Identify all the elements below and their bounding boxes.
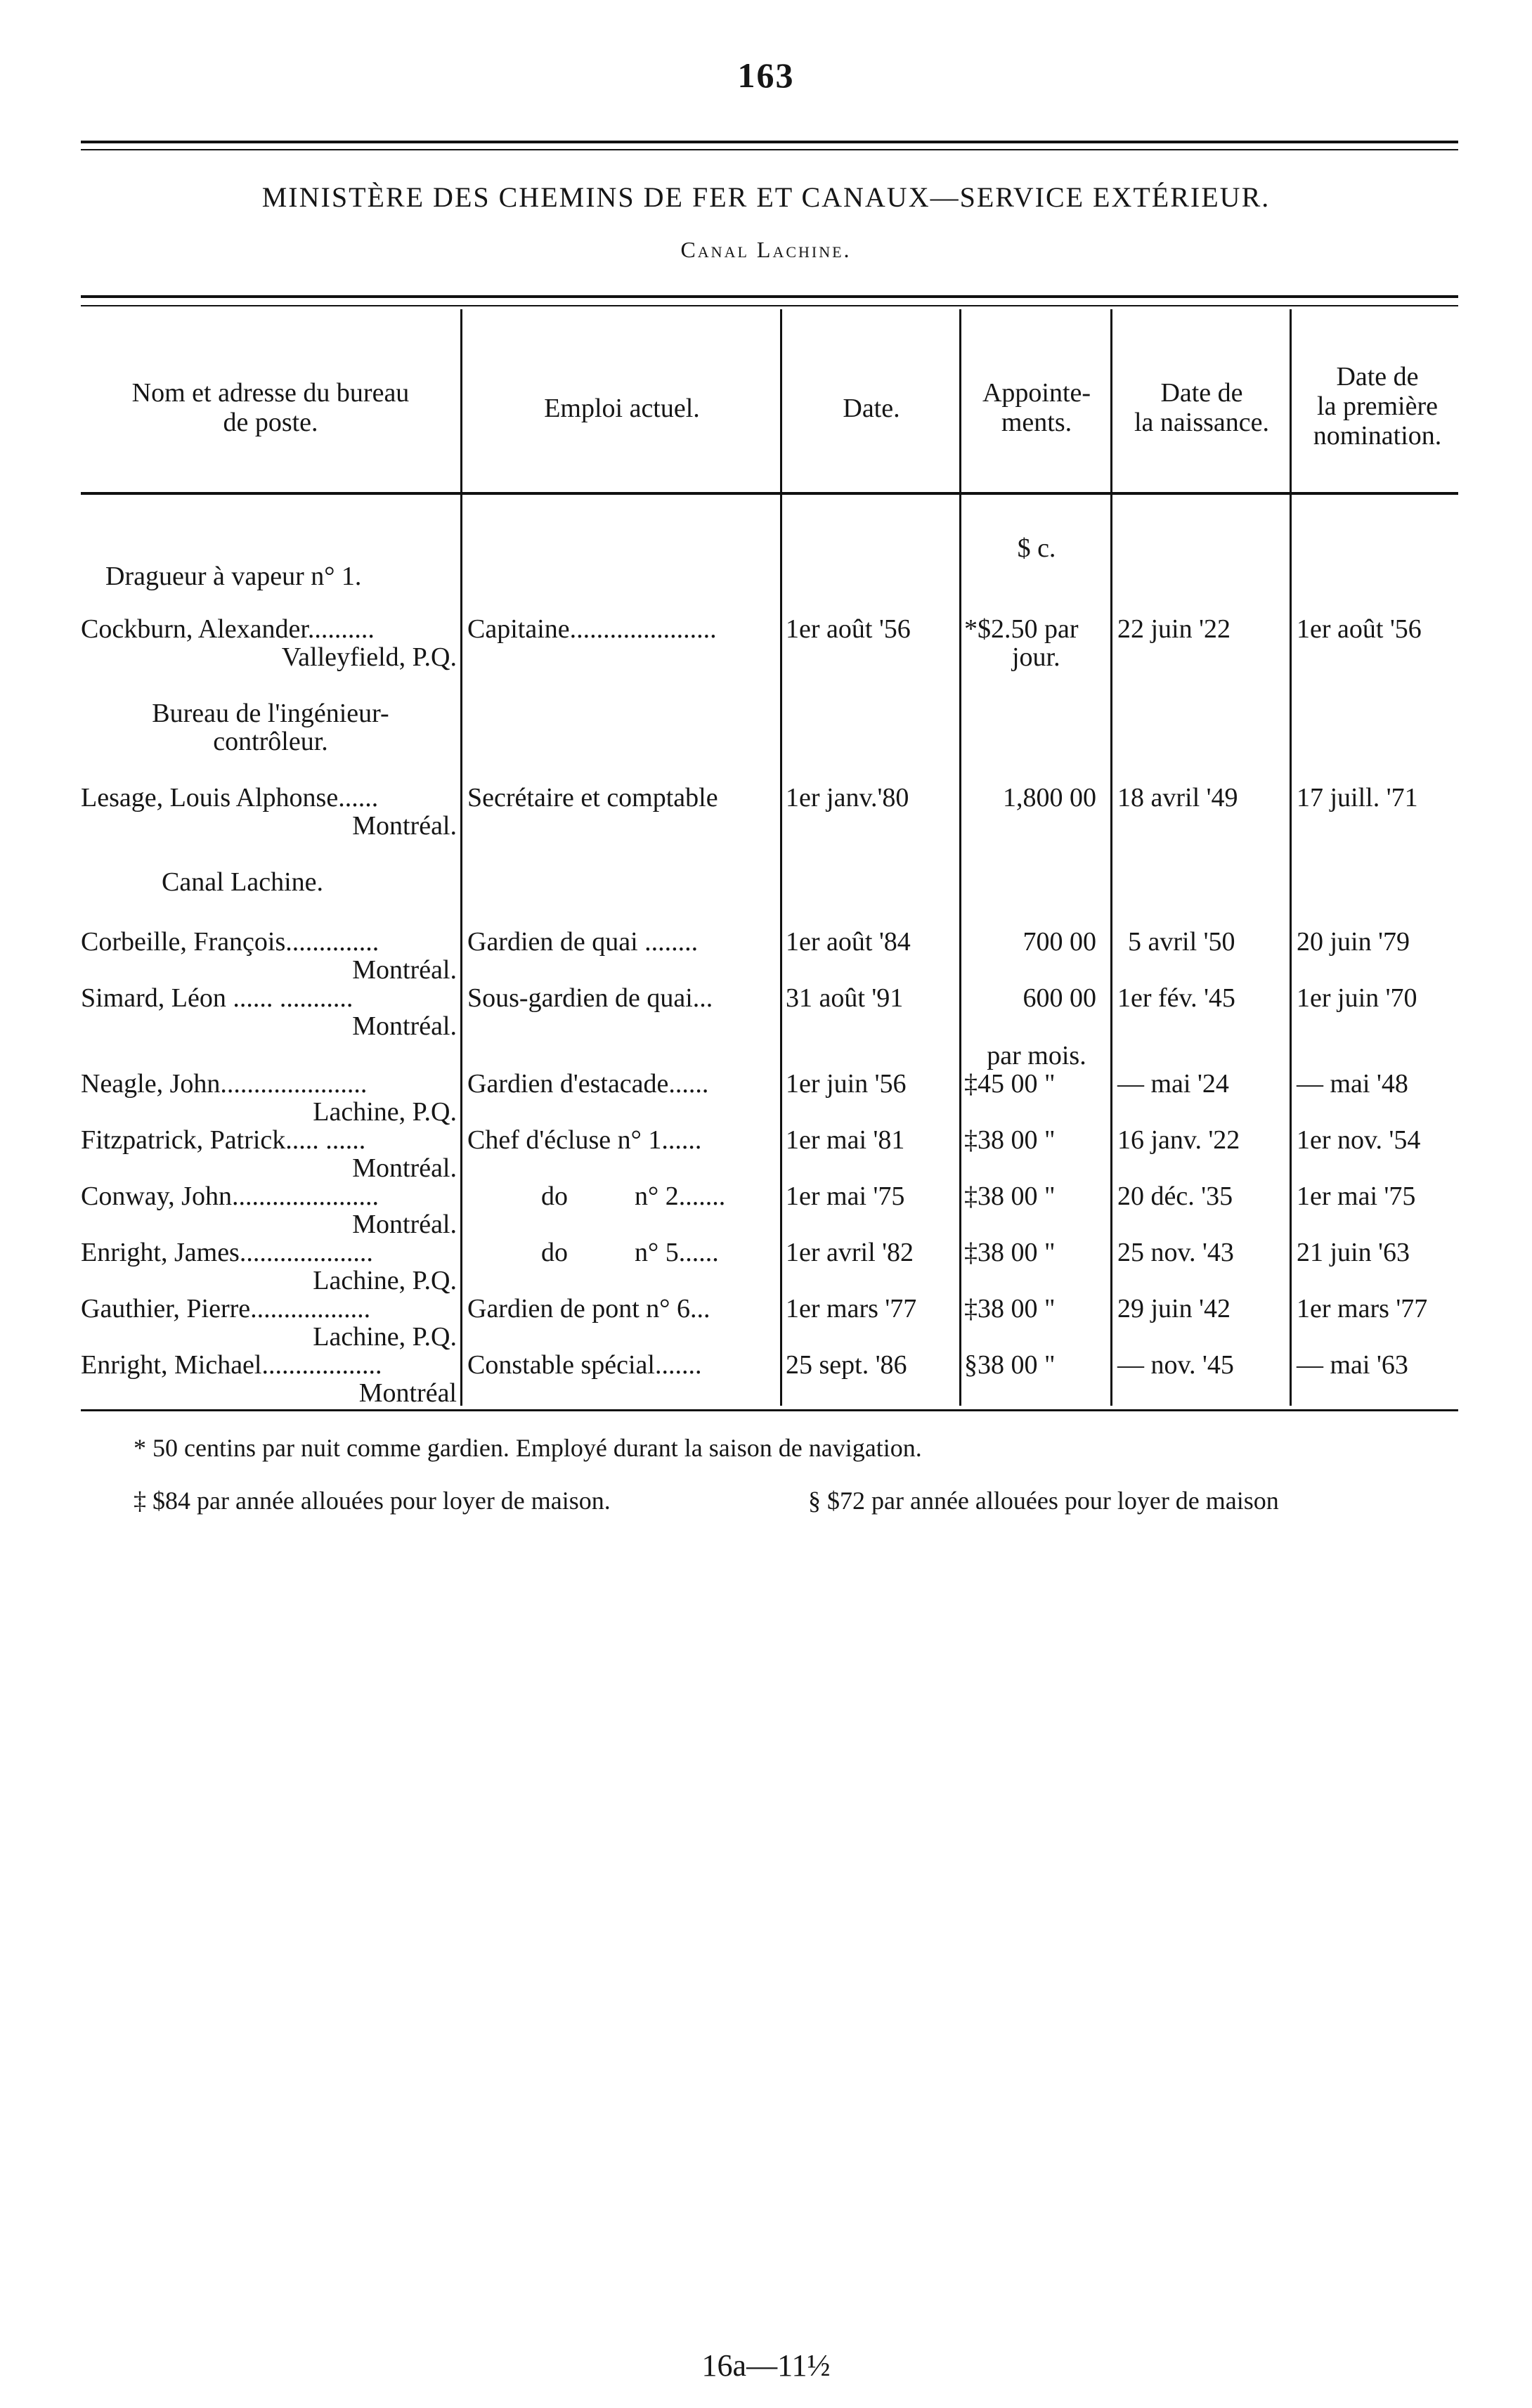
row-place: Montréal	[358, 1378, 457, 1408]
header-appoint-line: Appointe-	[982, 378, 1091, 408]
row-emploi: do n° 5......	[541, 1238, 719, 1267]
header-naissance-line: Date de	[1160, 378, 1243, 408]
row-nomination: 21 juin '63	[1297, 1238, 1410, 1267]
row-nomination: 1er nov. '54	[1297, 1125, 1421, 1155]
row-place: Valleyfield, P.Q.	[281, 642, 457, 672]
header-name-line: Nom et adresse du bureau	[131, 378, 410, 408]
col-divider	[460, 309, 462, 1406]
row-name: Gauthier, Pierre..................	[81, 1294, 371, 1323]
header-nomination-line: Date de	[1336, 362, 1419, 391]
col-divider	[959, 309, 961, 1406]
header-name	[81, 378, 460, 437]
row-date: 1er août '56	[786, 614, 911, 644]
row-name: Enright, James....................	[81, 1238, 373, 1267]
row-name: Simard, Léon ...... ...........	[81, 983, 353, 1013]
par-mois-label: par mois.	[987, 1041, 1086, 1070]
row-appoint: ‡38 00 "	[964, 1294, 1056, 1323]
row-naissance: 29 juin '42	[1117, 1294, 1231, 1323]
col-divider	[1290, 309, 1292, 1406]
footnote-dagger: ‡ $84 par année allouées pour loyer de maison.	[134, 1487, 611, 1515]
header-nomination-line: nomination.	[1313, 421, 1442, 451]
row-nomination: 20 juin '79	[1297, 927, 1410, 957]
section-bureau	[81, 699, 460, 756]
row-date: 31 août '91	[786, 983, 904, 1013]
row-emploi: do n° 2.......	[541, 1182, 726, 1211]
row-nomination: — mai '48	[1297, 1069, 1408, 1099]
top-rule	[81, 141, 1458, 143]
row-date: 25 sept. '86	[786, 1350, 907, 1380]
row-naissance: — mai '24	[1117, 1069, 1229, 1099]
row-emploi: Secrétaire et comptable	[467, 783, 718, 813]
section-canal: Canal Lachine.	[162, 867, 324, 897]
header-nomination	[1293, 362, 1462, 451]
row-date: 1er mai '81	[786, 1125, 905, 1155]
header-naissance-line: la naissance.	[1134, 408, 1270, 437]
row-naissance: 18 avril '49	[1117, 783, 1238, 813]
row-place: Montréal.	[352, 1153, 457, 1183]
row-emploi: Gardien de pont n° 6...	[467, 1294, 710, 1323]
section-dragueur: Dragueur à vapeur n° 1.	[105, 562, 362, 591]
currency-label: $ c.	[1017, 533, 1056, 563]
header-naissance	[1114, 378, 1290, 437]
row-emploi: Capitaine......................	[467, 614, 717, 644]
row-naissance: 20 déc. '35	[1117, 1182, 1233, 1211]
row-date: 1er juin '56	[786, 1069, 907, 1099]
row-name: Conway, John......................	[81, 1182, 379, 1211]
header-bottom-rule	[81, 492, 1458, 495]
header-appoint-line: ments.	[1001, 408, 1072, 437]
row-place: Montréal.	[352, 1210, 457, 1239]
page-subtitle: Canal Lachine.	[680, 237, 852, 262]
row-naissance: 16 janv. '22	[1117, 1125, 1240, 1155]
header-appointements	[963, 378, 1110, 437]
table-top-rule-thin	[81, 305, 1458, 306]
row-naissance: — nov. '45	[1117, 1350, 1234, 1380]
table-bottom-rule	[81, 1409, 1458, 1411]
row-appoint: §38 00 "	[964, 1350, 1056, 1380]
row-appoint: ‡38 00 "	[964, 1238, 1056, 1267]
row-appoint: ‡45 00 "	[964, 1069, 1056, 1099]
row-nomination: 1er mai '75	[1297, 1182, 1416, 1211]
row-naissance: 5 avril '50	[1128, 927, 1235, 957]
row-appoint: ‡38 00 "	[964, 1182, 1056, 1211]
row-date: 1er mai '75	[786, 1182, 905, 1211]
header-emploi: Emploi actuel.	[544, 394, 700, 423]
row-date: 1er mars '77	[786, 1294, 917, 1323]
header-nomination-line: la première	[1317, 391, 1438, 421]
row-naissance: 1er fév. '45	[1117, 983, 1235, 1013]
row-appoint: *$2.50 par	[964, 614, 1079, 644]
row-name: Neagle, John......................	[81, 1069, 368, 1099]
col-divider	[1110, 309, 1112, 1406]
top-rule-thin	[81, 149, 1458, 150]
row-nomination: 17 juill. '71	[1297, 783, 1418, 813]
row-nomination: — mai '63	[1297, 1350, 1408, 1380]
footnote-star: * 50 centins par nuit comme gardien. Employé durant la saison de navigation.	[134, 1434, 922, 1462]
row-date: 1er janv.'80	[786, 783, 909, 813]
page-signature: 16a—11½	[701, 2348, 831, 2383]
row-place: Montréal.	[352, 811, 457, 841]
row-emploi: Sous-gardien de quai...	[467, 983, 713, 1013]
row-emploi: Gardien de quai ........	[467, 927, 699, 957]
row-place: Lachine, P.Q.	[313, 1266, 457, 1295]
col-divider	[780, 309, 782, 1406]
row-name: Cockburn, Alexander..........	[81, 614, 375, 644]
row-place: Lachine, P.Q.	[313, 1322, 457, 1352]
page-number: 163	[737, 56, 795, 95]
row-appoint: 700 00	[1023, 927, 1096, 957]
row-emploi: Gardien d'estacade......	[467, 1069, 709, 1099]
row-appoint-extra: jour.	[1012, 642, 1060, 672]
row-emploi: Constable spécial.......	[467, 1350, 702, 1380]
section-bureau-line: contrôleur.	[213, 727, 328, 756]
row-naissance: 25 nov. '43	[1117, 1238, 1234, 1267]
row-place: Montréal.	[352, 1011, 457, 1041]
section-bureau-line: Bureau de l'ingénieur-	[152, 699, 389, 728]
header-name-line: de poste.	[223, 408, 318, 437]
row-nomination: 1er mars '77	[1297, 1294, 1428, 1323]
row-emploi: Chef d'écluse n° 1......	[467, 1125, 702, 1155]
row-appoint: 1,800 00	[1003, 783, 1096, 813]
row-place: Lachine, P.Q.	[313, 1097, 457, 1127]
row-name: Corbeille, François..............	[81, 927, 379, 957]
header-date: Date.	[843, 394, 900, 423]
page-title: MINISTÈRE DES CHEMINS DE FER ET CANAUX—SERVICE EXTÉRIEUR.	[261, 181, 1271, 213]
table-top-rule	[81, 295, 1458, 298]
row-place: Montréal.	[352, 955, 457, 985]
row-nomination: 1er juin '70	[1297, 983, 1417, 1013]
row-name: Fitzpatrick, Patrick..... ......	[81, 1125, 366, 1155]
row-appoint: 600 00	[1023, 983, 1096, 1013]
row-date: 1er août '84	[786, 927, 911, 957]
row-nomination: 1er août '56	[1297, 614, 1422, 644]
footnote-section: § $72 par année allouées pour loyer de maison	[808, 1487, 1279, 1515]
row-name: Lesage, Louis Alphonse......	[81, 783, 379, 813]
row-name: Enright, Michael..................	[81, 1350, 382, 1380]
row-naissance: 22 juin '22	[1117, 614, 1231, 644]
row-date: 1er avril '82	[786, 1238, 914, 1267]
row-appoint: ‡38 00 "	[964, 1125, 1056, 1155]
